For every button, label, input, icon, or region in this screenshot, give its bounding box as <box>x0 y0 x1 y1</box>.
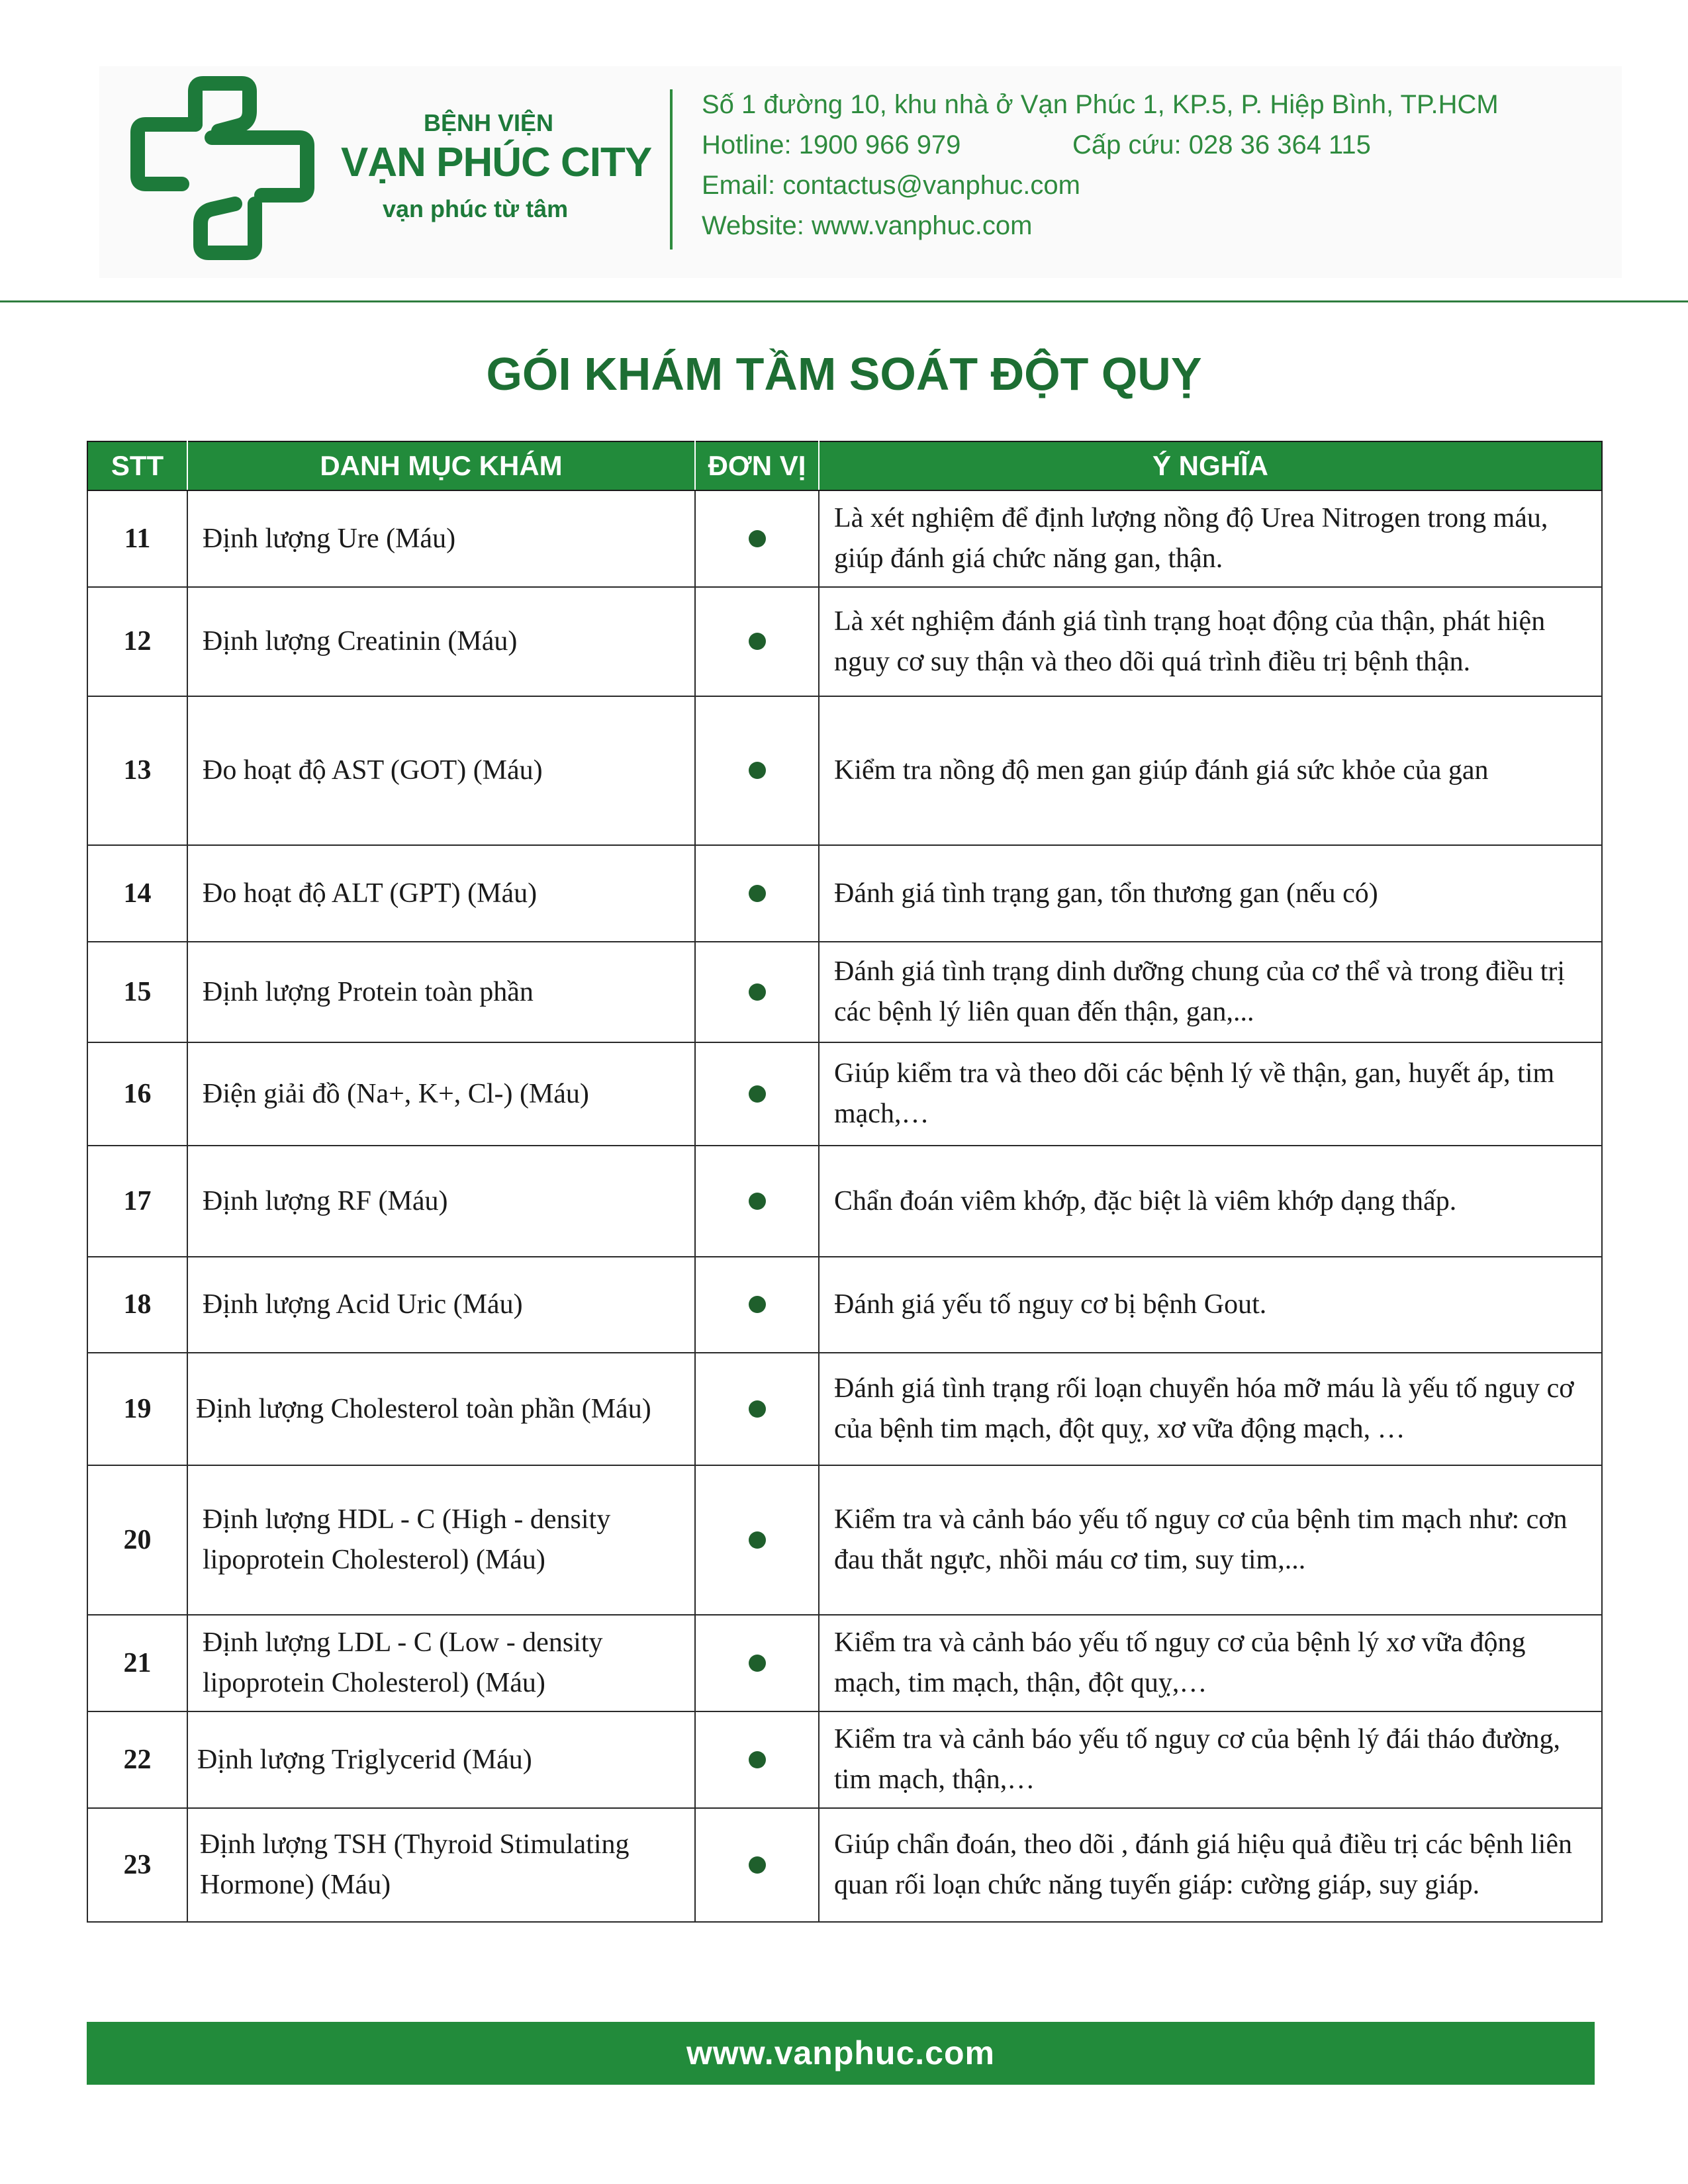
green-cross-logo-icon <box>126 71 324 263</box>
row-meaning: Giúp chẩn đoán, theo dõi , đánh giá hiệu quả điều trị các bệnh liên quan rối loạn chức năng tuyến giáp: cường giáp, suy giáp. <box>819 1808 1602 1922</box>
row-meaning: Là xét nghiệm đánh giá tình trạng hoạt động của thận, phát hiện nguy cơ suy thận và theo dõi quá trình điều trị bệnh thận. <box>819 587 1602 696</box>
row-meaning: Kiểm tra nồng độ men gan giúp đánh giá sức khỏe của gan <box>819 696 1602 845</box>
row-unit <box>695 696 819 845</box>
page-title: GÓI KHÁM TẦM SOÁT ĐỘT QUỴ <box>486 348 1202 400</box>
table-row <box>87 1257 1602 1353</box>
table-row <box>87 1353 1602 1465</box>
filled-dot-icon <box>749 1085 766 1103</box>
row-exam-name: Định lượng HDL - C (High - density lipoprotein Cholesterol) (Máu) <box>187 1465 695 1615</box>
row-stt: 17 <box>87 1146 187 1257</box>
filled-dot-icon <box>749 1751 766 1768</box>
table-row <box>87 845 1602 942</box>
filled-dot-icon <box>749 530 766 547</box>
row-unit <box>695 942 819 1042</box>
row-meaning: Đánh giá tình trạng rối loạn chuyển hóa mỡ máu là yếu tố nguy cơ của bệnh tim mạch, đột quỵ, xơ vữa động mạch, … <box>819 1353 1602 1465</box>
table-row <box>87 696 1602 845</box>
filled-dot-icon <box>749 1655 766 1672</box>
page-header <box>0 0 1688 303</box>
row-meaning: Giúp kiểm tra và theo dõi các bệnh lý về thận, gan, huyết áp, tim mạch,… <box>819 1042 1602 1146</box>
row-stt: 13 <box>87 696 187 845</box>
table-row <box>87 587 1602 696</box>
col-header-stt: STT <box>87 441 187 490</box>
row-unit <box>695 490 819 587</box>
row-stt: 14 <box>87 845 187 942</box>
row-meaning: Kiểm tra và cảnh báo yếu tố nguy cơ của bệnh tim mạch như: cơn đau thắt ngực, nhồi máu cơ tim, suy tim,... <box>819 1465 1602 1615</box>
row-exam-name: Định lượng Protein toàn phần <box>187 942 695 1042</box>
row-stt: 11 <box>87 490 187 587</box>
row-exam-name: Định lượng Triglycerid (Máu) <box>187 1711 695 1808</box>
filled-dot-icon <box>749 1400 766 1418</box>
row-unit <box>695 845 819 942</box>
row-meaning: Là xét nghiệm để định lượng nồng độ Urea Nitrogen trong máu, giúp đánh giá chức năng gan, thận. <box>819 490 1602 587</box>
footer-website-link[interactable]: www.vanphuc.com <box>686 2034 995 2071</box>
address-text: Số 1 đường 10, khu nhà ở Vạn Phúc 1, KP.5, P. Hiệp Bình, TP.HCM <box>702 90 1499 119</box>
row-exam-name: Điện giải đồ (Na+, K+, Cl-) (Máu) <box>187 1042 695 1146</box>
row-unit <box>695 1353 819 1465</box>
row-meaning: Kiểm tra và cảnh báo yếu tố nguy cơ của bệnh lý xơ vữa động mạch, tim mạch, thận, đột quỵ,… <box>819 1615 1602 1711</box>
row-unit <box>695 1615 819 1711</box>
hotline-text: Hotline: 1900 966 979 <box>702 130 961 159</box>
row-unit <box>695 1042 819 1146</box>
row-exam-name: Đo hoạt độ ALT (GPT) (Máu) <box>187 845 695 942</box>
table-row <box>87 1146 1602 1257</box>
brand-name: VẠN PHÚC CITY <box>341 140 652 185</box>
row-meaning: Đánh giá tình trạng gan, tổn thương gan (nếu có) <box>819 845 1602 942</box>
row-stt: 18 <box>87 1257 187 1353</box>
row-stt: 22 <box>87 1711 187 1808</box>
filled-dot-icon <box>749 1531 766 1549</box>
row-exam-name: Định lượng RF (Máu) <box>187 1146 695 1257</box>
table-row <box>87 1465 1602 1615</box>
row-stt: 23 <box>87 1808 187 1922</box>
row-exam-name: Định lượng LDL - C (Low - density lipoprotein Cholesterol) (Máu) <box>187 1615 695 1711</box>
brand-slogan: vạn phúc từ tâm <box>383 195 569 222</box>
filled-dot-icon <box>749 983 766 1001</box>
col-header-exam-item: DANH MỤC KHÁM <box>187 441 695 490</box>
filled-dot-icon <box>749 762 766 779</box>
exam-table <box>87 441 1603 1923</box>
row-meaning: Đánh giá yếu tố nguy cơ bị bệnh Gout. <box>819 1257 1602 1353</box>
row-stt: 19 <box>87 1353 187 1465</box>
col-header-meaning: Ý NGHĨA <box>819 441 1602 490</box>
row-meaning: Kiểm tra và cảnh báo yếu tố nguy cơ của bệnh lý đái tháo đường, tim mạch, thận,… <box>819 1711 1602 1808</box>
filled-dot-icon <box>749 885 766 902</box>
filled-dot-icon <box>749 633 766 650</box>
row-exam-name: Định lượng Cholesterol toàn phần (Máu) <box>187 1353 695 1465</box>
row-stt: 21 <box>87 1615 187 1711</box>
row-stt: 15 <box>87 942 187 1042</box>
email-link[interactable]: Email: contactus@vanphuc.com <box>702 171 1080 200</box>
website-link[interactable]: Website: www.vanphuc.com <box>702 211 1033 240</box>
row-unit <box>695 587 819 696</box>
row-meaning: Đánh giá tình trạng dinh dưỡng chung của cơ thể và trong điều trị các bệnh lý liên quan đến thận, gan,... <box>819 942 1602 1042</box>
table-row <box>87 490 1602 587</box>
table-row <box>87 1615 1602 1711</box>
header-divider <box>670 89 673 250</box>
brand-prefix: BỆNH VIỆN <box>424 109 554 136</box>
row-unit <box>695 1808 819 1922</box>
row-exam-name: Đo hoạt độ AST (GOT) (Máu) <box>187 696 695 845</box>
row-unit <box>695 1465 819 1615</box>
table-row <box>87 942 1602 1042</box>
table-header-row <box>87 441 1602 490</box>
filled-dot-icon <box>749 1296 766 1313</box>
row-unit <box>695 1146 819 1257</box>
emergency-text: Cấp cứu: 028 36 364 115 <box>1072 130 1371 159</box>
col-header-unit: ĐƠN VỊ <box>695 441 819 490</box>
row-exam-name: Định lượng Creatinin (Máu) <box>187 587 695 696</box>
row-unit <box>695 1711 819 1808</box>
table-row <box>87 1808 1602 1922</box>
table-row <box>87 1042 1602 1146</box>
row-stt: 16 <box>87 1042 187 1146</box>
filled-dot-icon <box>749 1193 766 1210</box>
row-exam-name: Định lượng Ure (Máu) <box>187 490 695 587</box>
row-meaning: Chẩn đoán viêm khớp, đặc biệt là viêm khớp dạng thấp. <box>819 1146 1602 1257</box>
row-stt: 20 <box>87 1465 187 1615</box>
footer-bar <box>87 2022 1595 2085</box>
header-rule <box>0 300 1688 302</box>
filled-dot-icon <box>749 1856 766 1874</box>
table-row <box>87 1711 1602 1808</box>
row-stt: 12 <box>87 587 187 696</box>
row-exam-name: Định lượng Acid Uric (Máu) <box>187 1257 695 1353</box>
row-exam-name: Định lượng TSH (Thyroid Stimulating Hormone) (Máu) <box>187 1808 695 1922</box>
row-unit <box>695 1257 819 1353</box>
